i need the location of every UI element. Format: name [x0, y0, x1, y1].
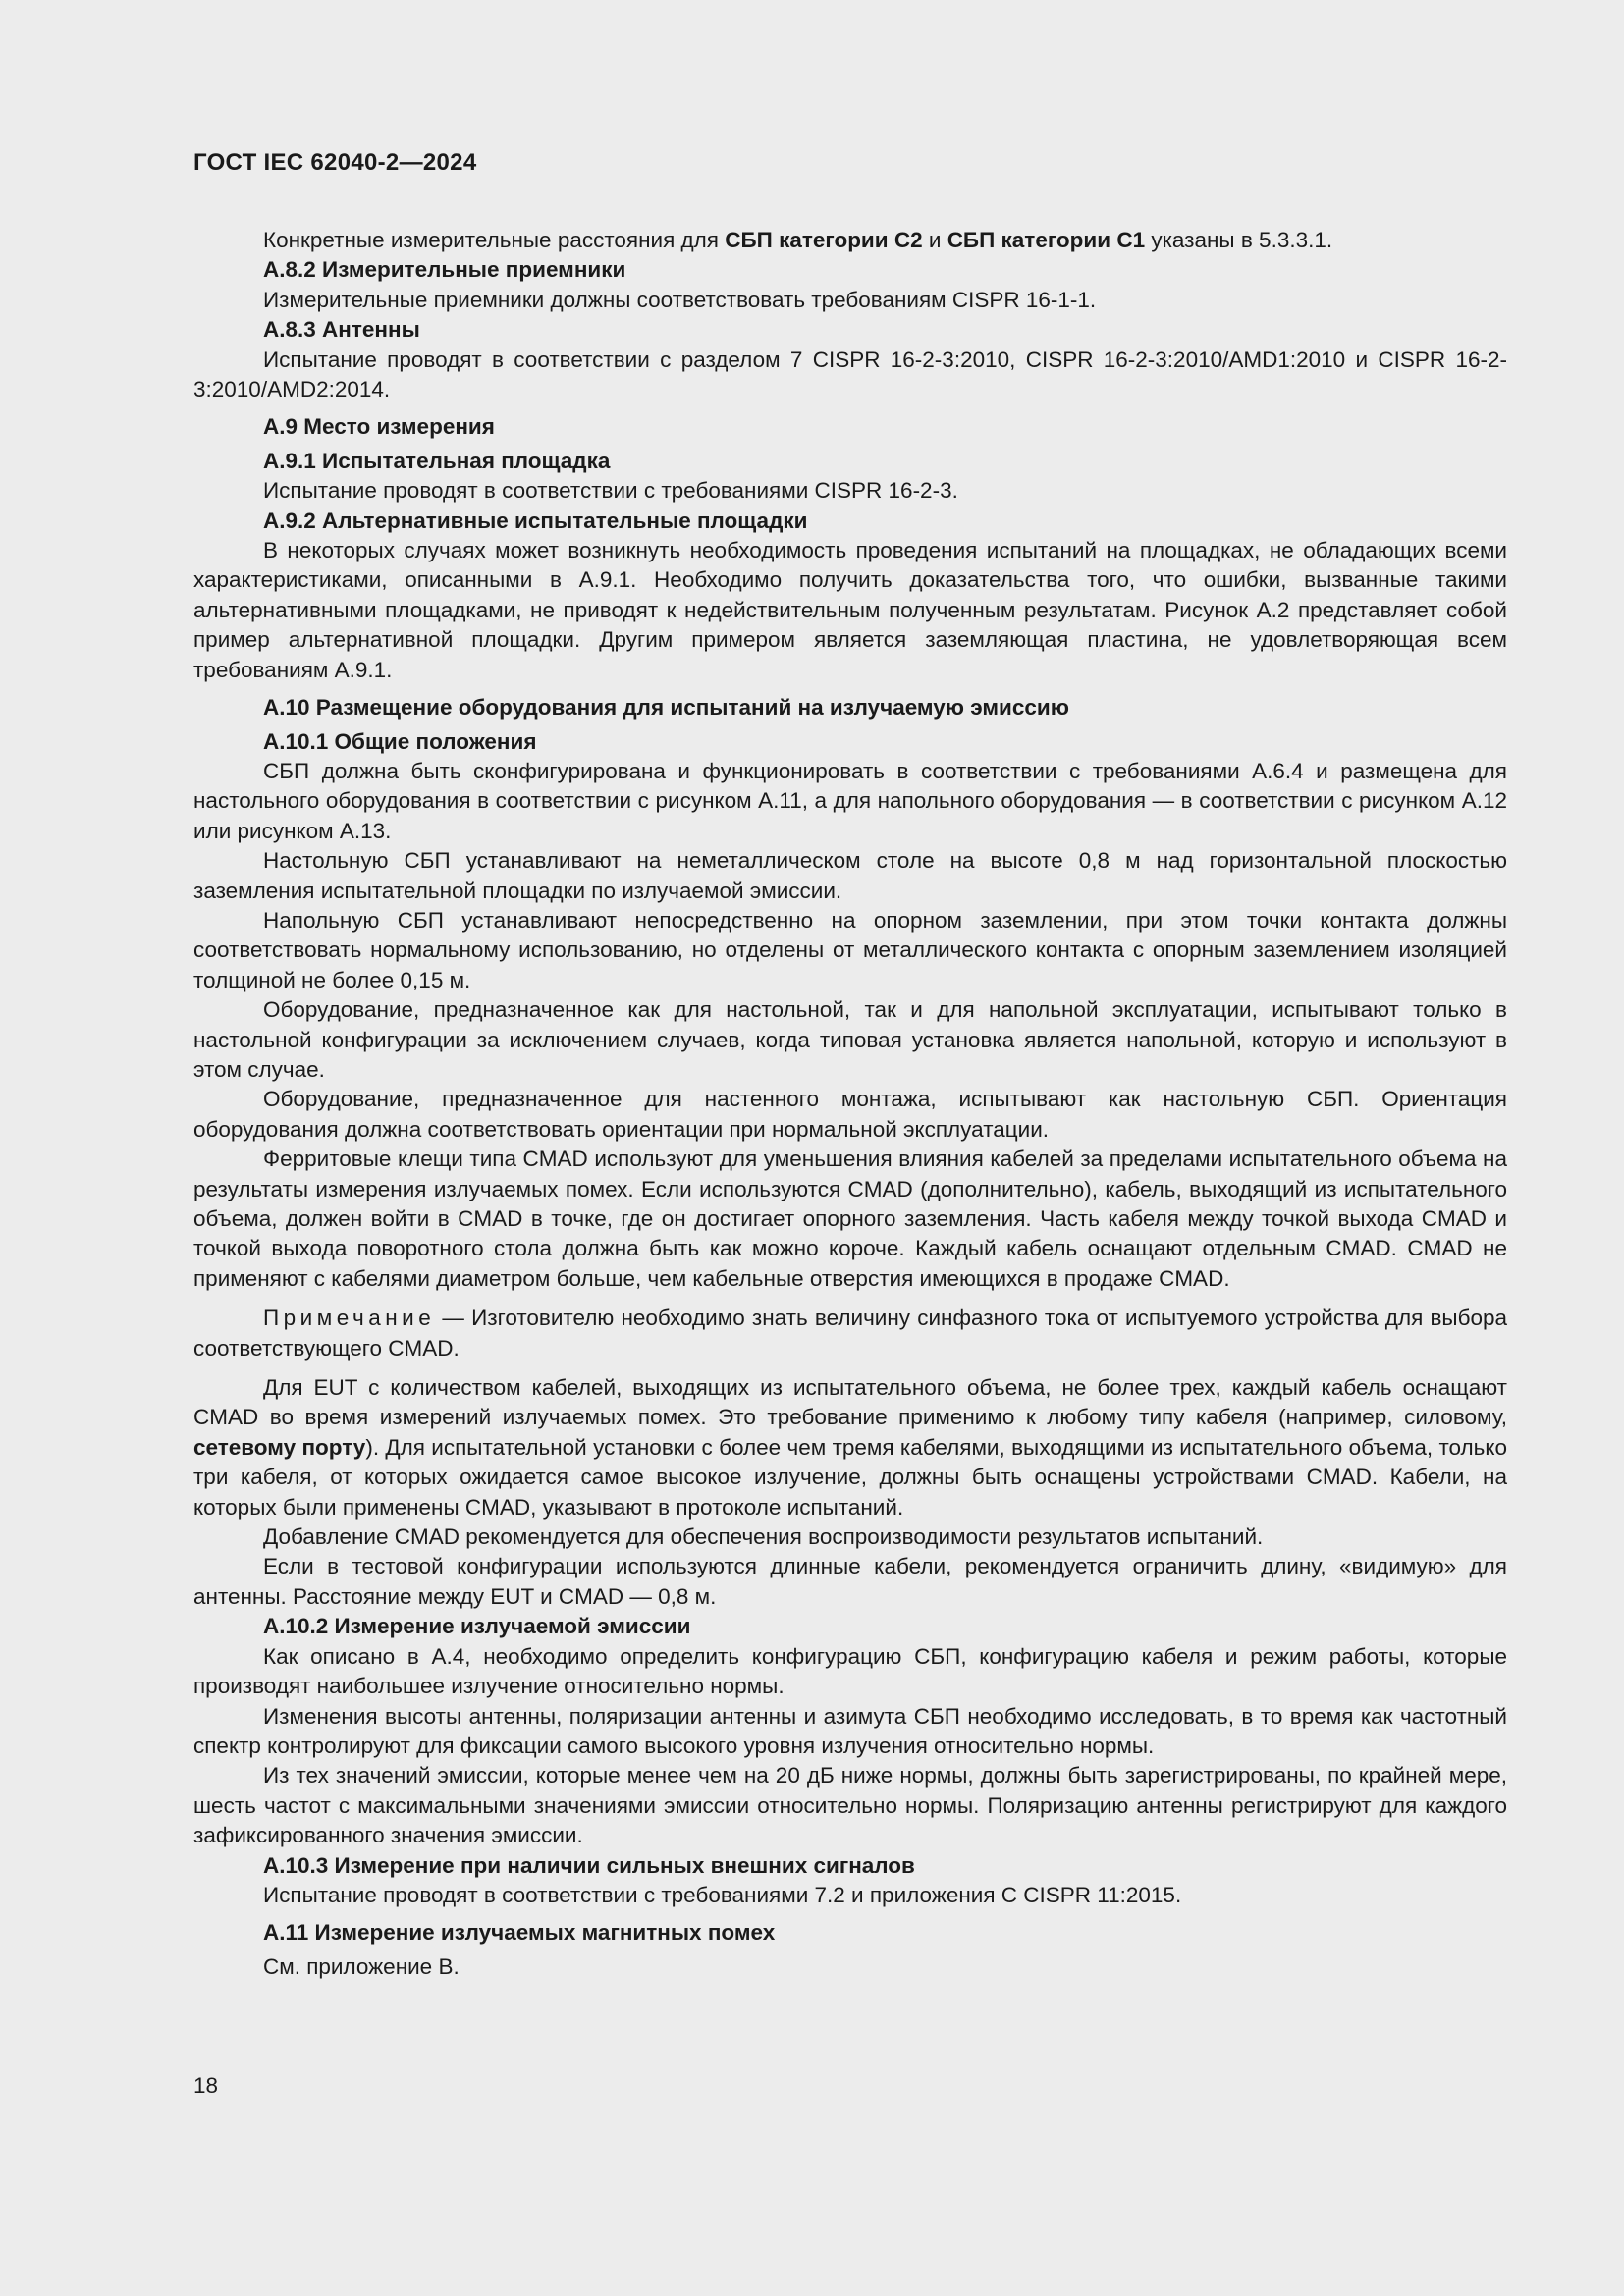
paragraph	[193, 226, 1507, 255]
section-heading-a10: А.10 Размещение оборудования для испытаний на излучаемую эмиссию	[263, 695, 1069, 721]
paragraph: Добавление CMAD рекомендуется для обеспечения воспроизводимости результатов испытаний.	[263, 1524, 1264, 1550]
paragraph: Испытание проводят в соответствии с разделом 7 CISPR 16-2-3:2010, CISPR 16-2-3:2010/AMD1:2010 и CISPR 16-2-3:2010/AMD2:2014.	[193, 347, 1507, 402]
section-heading-a9-2: А.9.2 Альтернативные испытательные площадки	[263, 507, 808, 533]
paragraph: Ферритовые клещи типа CMAD используют для уменьшения влияния кабелей за пределами испытательного объема на результаты измерения излучаемых помех. Если используются CMAD (дополнительно), кабель, выходящий из испытательного объема, должен войти в CMAD в точке, где он достигает опорного заземления. Часть кабеля между точкой выхода CMAD и точкой выхода поворотного стола должна быть как можно короче. Каждый кабель оснащают отдельным CMAD. CMAD не применяют с кабелями диаметром больше, чем кабельные отверстия имеющихся в продаже CMAD.	[193, 1147, 1507, 1291]
paragraph: Оборудование, предназначенное как для настольной, так и для напольной эксплуатации, испытывают только в настольной конфигурации за исключением случаев, когда типовая установка является напольной, которую и используют в этом случае.	[193, 997, 1507, 1082]
paragraph	[193, 1373, 1507, 1522]
section-heading-a10-3: А.10.3 Измерение при наличии сильных внешних сигналов	[263, 1852, 915, 1878]
paragraph: Из тех значений эмиссии, которые менее чем на 20 дБ ниже нормы, должны быть зарегистрированы, по крайней мере, шесть частот с максимальными значениями эмиссии относительно нормы. Поляризацию антенны регистрируют для каждого зафиксированного значения эмиссии.	[193, 1763, 1507, 1848]
section-heading-a9-1: А.9.1 Испытательная площадка	[263, 448, 611, 473]
bold-term: СБП категории С2	[725, 228, 923, 252]
document-header: ГОСТ IEC 62040-2—2024	[193, 149, 477, 176]
paragraph: Изменения высоты антенны, поляризации антенны и азимута СБП необходимо исследовать, в то время как частотный спектр контролируют для фиксации самого высокого уровня излучения относительно нормы.	[193, 1703, 1507, 1758]
paragraph: СБП должна быть сконфигурирована и функционировать в соответствии с требованиями А.6.4 и размещена для настольного оборудования в соответствии с рисунком А.11, а для напольного оборудования — в соответствии с рисунком А.12 или рисунком А.13.	[193, 758, 1507, 843]
paragraph: Испытание проводят в соответствии с требованиями 7.2 и приложения С CISPR 11:2015.	[263, 1882, 1182, 1907]
paragraph: Напольную СБП устанавливают непосредственно на опорном заземлении, при этом точки контакта должны соответствовать нормальному использованию, но отделены от металлического контакта с опорным заземлением изоляцией толщиной не более 0,15 м.	[193, 907, 1507, 992]
section-heading-a8-2: А.8.2 Измерительные приемники	[263, 257, 626, 283]
note-text: — Изготовителю необходимо знать величину синфазного тока от испытуемого устройства для выбора соответствующего CMAD.	[193, 1306, 1507, 1361]
text-run: Для EUT с количеством кабелей, выходящих из испытательного объема, не более трех, каждый кабель оснащают CMAD во время измерений излучаемых помех. Это требование применимо к любому типу кабеля (например, силовому,	[193, 1375, 1507, 1430]
paragraph: В некоторых случаях может возникнуть необходимость проведения испытаний на площадках, не обладающих всеми характеристиками, описанными в А.9.1. Необходимо получить доказательства того, что ошибки, вызванные такими альтернативными площадками, не приводят к недействительным полученным результатам. Рисунок А.2 представляет собой пример альтернативной площадки. Другим примером является заземляющая пластина, не удовлетворяющая всем требованиям А.9.1.	[193, 538, 1507, 682]
paragraph: См. приложение В.	[263, 1953, 460, 1979]
paragraph: Испытание проводят в соответствии с требованиями CISPR 16-2-3.	[263, 478, 958, 504]
paragraph: Если в тестовой конфигурации используются длинные кабели, рекомендуется ограничить длину, «видимую» для антенны. Расстояние между EUT и CMAD — 0,8 м.	[193, 1554, 1507, 1609]
document-body	[193, 226, 1507, 1982]
bold-term: СБП категории С1	[947, 228, 1146, 252]
paragraph: Оборудование, предназначенное для настенного монтажа, испытывают как настольную СБП. Ориентация оборудования должна соответствовать ориентации при нормальной эксплуатации.	[193, 1087, 1507, 1142]
section-heading-a11: А.11 Измерение излучаемых магнитных помех	[263, 1920, 776, 1946]
note	[193, 1304, 1507, 1363]
text-run: ). Для испытательной установки с более чем тремя кабелями, выходящими из испытательного объема, только три кабеля, от которых ожидается самое высокое излучение, должны быть оснащены устройствами CMAD. Кабели, на которых были применены CMAD, указывают в протоколе испытаний.	[193, 1434, 1507, 1520]
section-heading-a10-2: А.10.2 Измерение излучаемой эмиссии	[263, 1614, 691, 1639]
note-label: Примечание	[263, 1306, 436, 1331]
text-run: указаны в 5.3.3.1.	[1145, 228, 1333, 252]
paragraph: Как описано в А.4, необходимо определить конфигурацию СБП, конфигурацию кабеля и режим работы, которые производят наибольшее излучение относительно нормы.	[193, 1643, 1507, 1699]
section-heading-a9: А.9 Место измерения	[263, 414, 495, 440]
section-heading-a8-3: А.8.3 Антенны	[263, 317, 420, 343]
section-heading-a10-1: А.10.1 Общие положения	[263, 728, 537, 754]
paragraph: Измерительные приемники должны соответствовать требованиям CISPR 16-1-1.	[263, 287, 1097, 312]
text-run: Конкретные измерительные расстояния для	[263, 228, 726, 252]
text-run: и	[922, 228, 947, 252]
bold-term: сетевому порту	[193, 1434, 366, 1460]
page-number: 18	[193, 2073, 219, 2098]
paragraph: Настольную СБП устанавливают на неметаллическом столе на высоте 0,8 м над горизонтальной плоскостью заземления испытательной площадки по излучаемой эмиссии.	[193, 848, 1507, 903]
